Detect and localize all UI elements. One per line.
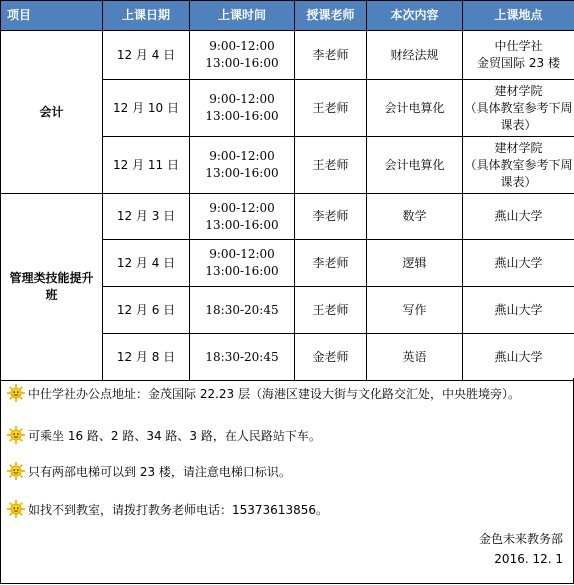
- time-line: 13:00-16:00: [205, 109, 279, 123]
- date-cell: 12 月 4 日: [103, 31, 190, 80]
- header-row: [1, 1, 574, 31]
- header-time: 上课时间: [190, 1, 295, 31]
- header-content: 本次内容: [367, 1, 463, 31]
- teacher-cell: 李老师: [295, 194, 367, 240]
- time-cell: 18:30-20:45: [190, 287, 295, 334]
- time-line: 9:00-12:00: [209, 247, 275, 261]
- time-line: 9:00-12:00: [209, 92, 275, 106]
- sun-icon: [7, 462, 25, 480]
- teacher-cell: 金老师: [295, 334, 367, 381]
- note-item: [7, 500, 328, 518]
- signature-org: 金色未来教务部: [478, 532, 563, 546]
- content-cell: 英语: [367, 334, 463, 381]
- time-line: 9:00-12:00: [209, 149, 275, 163]
- content-cell: 会计电算化: [367, 80, 463, 137]
- note-text: 可乘坐 16 路、2 路、34 路、3 路，在人民路站下车。: [28, 428, 321, 443]
- teacher-cell: 李老师: [295, 240, 367, 287]
- content-cell: 会计电算化: [367, 137, 463, 194]
- sun-icon: [7, 384, 25, 402]
- sun-icon: [7, 500, 25, 518]
- sun-icon: [7, 426, 25, 444]
- note-item: [7, 384, 520, 402]
- note-text: 只有两部电梯可以到 23 楼，请注意电梯口标识。: [28, 464, 291, 479]
- time-line: 13:00-16:00: [205, 217, 279, 232]
- place-cell: 燕山大学: [463, 240, 574, 287]
- header-date: 上课日期: [103, 1, 190, 31]
- note-text: 如找不到教室，请拨打教务老师电话：15373613856。: [28, 502, 328, 517]
- header-teacher: 授课老师: [295, 1, 367, 31]
- course-name: 会计: [1, 31, 103, 194]
- place-cell: 燕山大学: [463, 287, 574, 334]
- time-line: 13:00-16:00: [205, 56, 279, 70]
- teacher-cell: 王老师: [295, 137, 367, 194]
- date-cell: 12 月 8 日: [103, 334, 190, 381]
- course-name: 管理类技能提升班: [1, 194, 103, 381]
- note-text: 中仕学社办公点地址：金茂国际 22.23 层（海港区建设大街与文化路交汇处，中央胜境旁）。: [28, 386, 520, 401]
- time-line: 13:00-16:00: [205, 166, 279, 180]
- time-cell: [190, 194, 295, 240]
- time-line: 9:00-12:00: [209, 39, 275, 53]
- teacher-cell: 李老师: [295, 31, 367, 80]
- place-cell: 燕山大学: [463, 194, 574, 240]
- table-row: [1, 31, 574, 80]
- signature-date: 2016. 12. 1: [494, 552, 563, 566]
- time-cell: 18:30-20:45: [190, 334, 295, 381]
- table-row: [1, 194, 574, 240]
- date-cell: 12 月 11 日: [103, 137, 190, 194]
- place-cell: 中仕学社 金贸国际 23 楼: [463, 31, 574, 80]
- notes-section: [0, 378, 574, 584]
- date-cell: 12 月 4 日: [103, 240, 190, 287]
- date-cell: 12 月 3 日: [103, 194, 190, 240]
- time-line: 13:00-16:00: [205, 264, 279, 278]
- place-cell: 燕山大学: [463, 334, 574, 381]
- time-cell: [190, 137, 295, 194]
- time-cell: [190, 80, 295, 137]
- content-cell: 数学: [367, 194, 463, 240]
- teacher-cell: 王老师: [295, 80, 367, 137]
- note-item: [7, 462, 291, 480]
- time-cell: [190, 240, 295, 287]
- note-item: [7, 426, 321, 444]
- time-line: 9:00-12:00: [209, 200, 275, 215]
- date-cell: 12 月 6 日: [103, 287, 190, 334]
- header-place: 上课地点: [463, 1, 574, 31]
- content-cell: 逻辑: [367, 240, 463, 287]
- content-cell: 写作: [367, 287, 463, 334]
- place-cell: 建材学院 （具体教室参考下周课表）: [463, 80, 574, 137]
- time-cell: [190, 31, 295, 80]
- header-course: 项目: [1, 1, 103, 31]
- teacher-cell: 王老师: [295, 287, 367, 334]
- content-cell: 财经法规: [367, 31, 463, 80]
- date-cell: 12 月 10 日: [103, 80, 190, 137]
- place-cell: 建材学院 （具体教室参考下周课表）: [463, 137, 574, 194]
